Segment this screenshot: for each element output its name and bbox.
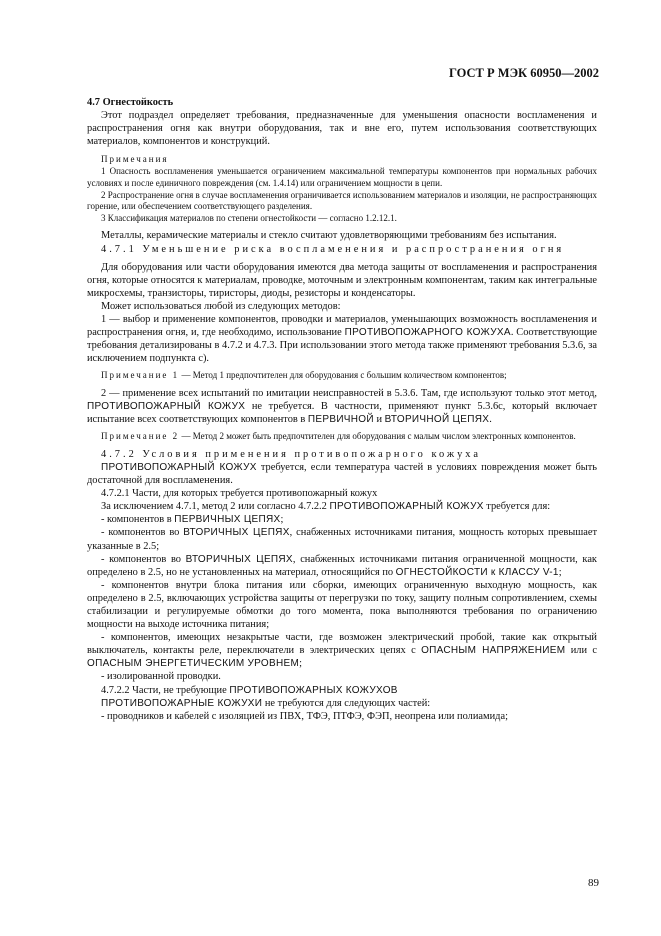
list-item-5 [87,631,597,670]
list-item-3-c: ; [558,566,562,578]
list-item-1 [87,513,597,526]
list-item-2-term: ВТОРИЧНЫХ ЦЕПЯХ [183,527,290,539]
list-item-2-a: - компонентов во [101,527,184,539]
notes-title: Примечания [101,154,169,165]
s4722-term: ПРОТИВОПОЖАРНЫЕ КОЖУХИ [101,697,263,709]
method-1-text-b: . Соответствующие требования детализированы в 4.7.2 и 4.7.3. При использовании этого метода также применяют требования 5.3.6, за исключением подпункта с). [87,327,597,365]
note-method-1 [87,370,597,382]
s472-text: требуется, если температура частей в условиях повреждения может быть достаточной для воспламенения. [87,461,598,487]
method-1-text-a: 1 — выбор и применение компонентов, проводки и материалов, уменьшающих возможность воспламенения и распространения огня, и, где необходимо, использование [87,314,597,339]
method-2-term-2: ПЕРВИЧНОЙ [307,414,374,426]
note-method-2 [87,431,597,443]
list-item-3-term-1: ВТОРИЧНЫХ ЦЕПЯХ [185,553,293,565]
s472-paragraph-1 [87,461,597,487]
list-item-5-term-1: ОПАСНЫМ НАПРЯЖЕНИЕМ [421,645,566,657]
metals-paragraph: Металлы, керамические материалы и стекло считают удовлетворяющими требованиям без испытания. [101,230,557,242]
section-intro: Этот подраздел определяет требования, предназначенные для уменьшения опасности воспламенения и распространения огня как внутри оборудования, так и вне его, путем использования соответствующих материалов, компонентов и конструкций. [87,110,597,148]
s4722-paragraph [87,697,597,710]
method-2-text-a: 2 — применение всех испытаний по имитации неисправностей в 5.3.6. Там, где используют только этот метод, [101,387,597,399]
s472-term: ПРОТИВОПОЖАРНЫЙ КОЖУХ [101,461,257,473]
method-2-text-b: не требуется. В частности, применяют пункт 5.3.6с, который включает испытание всех соответствующих компонентов в [87,401,598,426]
list-item-5-b: или с [565,645,597,657]
method-2-term-1: ПРОТИВОПОЖАРНЫЙ КОЖУХ [87,401,246,413]
note-3: 3 Классификация материалов по степени огнестойкости — согласно 1.2.12.1. [101,212,397,223]
method-1-term: ПРОТИВОПОЖАРНОГО КОЖУХА [344,327,511,339]
list-item-1-term: ПЕРВИЧНЫХ ЦЕПЯХ [174,514,281,526]
s4722-title-a: 4.7.2.2 Части, не требующие [101,684,230,696]
list-item-6: - изолированной проводки. [101,671,221,683]
list-item-5-term-2: ОПАСНЫМ ЭНЕРГЕТИЧЕСКИМ УРОВНЕМ [87,658,300,670]
subsection-4-7-2-title: 4.7.2 Условия применения противопожарного кожуха [101,448,481,460]
s4722-text: не требуются для следующих частей: [262,697,431,709]
note-method-2-label: Примечание 2 [101,431,180,442]
s4721-intro [87,500,597,513]
list-item-1-b: ; [280,514,284,526]
list-item-3-term-2: ОГНЕСТОЙКОСТИ к КЛАССУ V-1 [395,566,559,578]
list-item-3-a: - компонентов во [101,553,186,565]
subsection-4-7-2-2-title [87,684,597,697]
s4721-intro-b: требуется для: [483,501,551,513]
method-2-text-c: и [373,414,385,426]
note-1: 1 Опасность воспламенения уменьшается ограничением максимальной температуры компонентов при нормальных рабочих условиях и после единичного повреждения (см. 1.4.14) или ограничением мощности в цепи. [87,166,597,189]
s4721-intro-term: ПРОТИВОПОЖАРНЫЙ КОЖУХ [329,501,484,513]
method-2-text-d: . [489,414,492,426]
list-item-2-b: , снабженных источниками питания, мощность которых превышает указанные в 2.5; [87,527,597,552]
document-body [87,96,597,723]
s471-paragraph-1: Для оборудования или части оборудования имеются два метода защиты от воспламенения и распространения огня, которые относятся к материалам, проводке, моточным и электронным компонентам, таким как интегральные микросхемы, транзисторы, тиристоры, диоды, резисторы и конденсаторы. [87,261,597,299]
note-method-1-label: Примечание 1 [101,370,180,381]
method-2-term-3: ВТОРИЧНОЙ ЦЕПЯХ [384,414,490,426]
list-item-3-b: , снабженных источниками питания ограниченной мощности, как определено в 2.5, но не установленных на материал, относящийся по [87,553,597,578]
list-item-5-c: ; [299,658,302,670]
s4721-intro-a: За исключением 4.7.1, метод 2 или согласно 4.7.2.2 [101,501,330,513]
section-title: 4.7 Огнестойкость [87,97,174,108]
s471-paragraph-2: Может использоваться любой из следующих методов: [101,300,341,312]
list-item-5-a: - компонентов, имеющих незакрытые части, где возможен электрический пробой, такие как открытый выключатель, контакты реле, переключатели в электрических цепях с [87,632,597,657]
method-1 [87,313,597,365]
note-2: 2 Распространение огня в случае воспламенения ограничивается использованием материалов и изоляции, не распространяющих горение, или обеспечением соответствующего разделения. [87,189,597,212]
method-2 [87,387,597,426]
page-number: 89 [588,877,599,889]
list-item-3 [87,553,597,579]
subsection-4-7-1-title: 4.7.1 Уменьшение риска воспламенения и распространения огня [101,243,565,255]
note-method-2-text: — Метод 2 может быть предпочтителен для оборудования с малым числом электронных компонентов. [179,431,576,442]
list-item-4: - компонентов внутри блока питания или сборки, имеющих ограниченную выходную мощность, как определено в 2.5, включающих устройства защиты от перегрузки по току, защиту полным сопротивлением, схемы стабилизации и регулируемые обмотки до того момента, пока выполняются требования по ограничению мощности на выходе источника питания; [87,579,597,631]
note-method-1-text: — Метод 1 предпочтителен для оборудования с большим количеством компонентов; [179,370,507,381]
subsection-4-7-2-1-title: 4.7.2.1 Части, для которых требуется противопожарный кожух [101,488,378,500]
s4722-title-term: ПРОТИВОПОЖАРНЫХ КОЖУХОВ [229,684,398,696]
list-item-2 [87,526,597,552]
list-item-1-a: - компонентов в [101,514,175,526]
s4722-list-item-1: - проводников и кабелей с изоляцией из ПВХ, ТФЭ, ПТФЭ, ФЭП, неопрена или полиамида; [101,710,508,722]
page-header: ГОСТ Р МЭК 60950—2002 [449,66,599,80]
